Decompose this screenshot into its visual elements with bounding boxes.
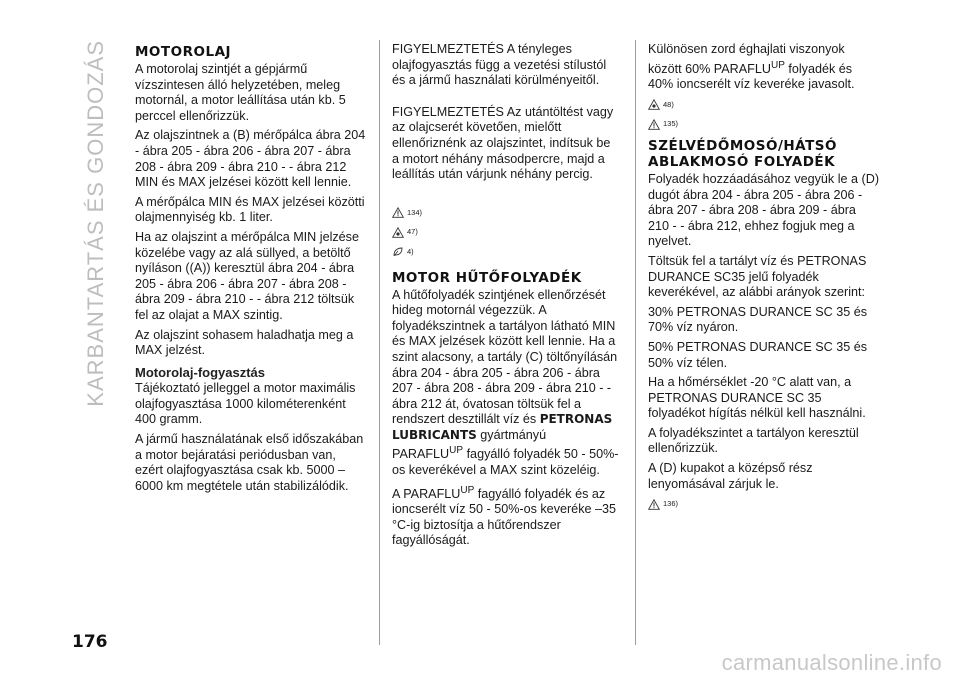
note-reference[interactable]: [392, 224, 620, 240]
antifreeze-text: fagyálló folyadék és az ioncserélt víz 50 - 50%-os keveréke –35 °C-ig biztosítja a hűtőrendszer fagyállóságát.: [392, 486, 617, 548]
chapter-title-text: KARBANTARTÁS ÉS GONDOZÁS: [83, 40, 108, 407]
paragraph: Ha az olajszint a mérőpálca MIN jelzése közelébe vagy az alá süllyed, a betöltő nyíláson ((A)) keresztül ábra 204 - ábra 205 - ábra 206 - ábra 207 - ábra 208 - ábra 209 - ábra 210 - - ábra 212 töltsük fel az olajat a MAX szintig.: [135, 229, 359, 322]
cold-climate-text-end: folyadék és 40% ioncserélt víz keveréke javasolt.: [648, 61, 855, 92]
warning-paragraph: FIGYELMEZTETÉS Az utántöltést vagy az olajcserét követően, mielőtt ellenőriznénk az olajszintet, indítsuk be a motort néhány másodpercre, majd a leállítás után várjunk néhány percig.: [392, 104, 614, 182]
paragraph: Az olajszintnek a (B) mérőpálca ábra 204 - ábra 205 - ábra 206 - ábra 207 - ábra 208 - ábra 209 - ábra 210 - - ábra 212 MIN és MAX jelzései között kell lennie.: [135, 128, 366, 190]
paragraph: A jármű használatának első időszakában a motor bejáratási periódusban van, ezért olajfogyasztása csak kb. 5000 – 6000 km megtétele után stabilizálódik.: [135, 432, 364, 493]
warning-triangle-icon: [648, 499, 660, 510]
paraflu-brand: PARAFLU: [392, 447, 450, 462]
warning-triangle-icon: [648, 119, 660, 130]
paragraph: 30% PETRONAS DURANCE SC 35 és 70% víz nyáron.: [648, 304, 868, 335]
note-reference[interactable]: [392, 244, 620, 260]
note-reference[interactable]: [648, 97, 880, 113]
column-1: [135, 44, 367, 498]
brand-petronas-lubricants: PETRONAS LUBRICANTS: [392, 412, 613, 442]
paragraph: A folyadékszintet a tartályon keresztül ellenőrizzük.: [648, 425, 859, 456]
paragraph: A motorolaj szintjét a gépjármű vízszintesen álló helyzetében, meleg motornál, a motor leállítása után kb. 5 perccel ellenőrizzük.: [135, 62, 346, 123]
note-number: 4): [407, 246, 414, 256]
paragraph: Töltsük fel a tartályt víz és PETRONAS DURANCE SC35 jelű folyadék keverékével, az alábbi arányok szerint:: [648, 253, 867, 300]
subheading-oil-consumption: Motorolaj-fogyasztás: [135, 364, 266, 380]
column-divider: [635, 40, 636, 645]
paragraph: Tájékoztató jelleggel a motor maximális olajfogyasztása 1000 kilométerenként 400 gramm.: [135, 381, 356, 427]
paraflu-up-superscript: UP: [449, 445, 464, 457]
watermark: carmanualsonline.info: [721, 650, 942, 675]
paragraph: A (D) kupakot a középső rész lenyomásával zárjuk le.: [648, 461, 813, 491]
coolant-text-tail: gyártmányú: [480, 427, 547, 442]
coolant-text: A hűtőfolyadék szintjének ellenőrzését hideg motornál végezzük. A folyadékszintnek a tartályon látható MIN és MAX jelzések között kell lennie. Ha a szint alacsony, a tartály (C) töltőnyílásán ábra 204 - ábra 205 - ábra 206 - ábra 207 - ábra 208 - ábra 209 - ábra 210 - - ábra 212 át, óvatosan töltsük fel a rendszert desztillált víz és: [392, 287, 618, 427]
page-number: 176: [72, 632, 108, 652]
paraflu-up-superscript: UP: [460, 484, 475, 496]
paragraph: Ha a hőmérséklet -20 °C alatt van, a PETRONAS DURANCE SC 35 folyadékot hígítás nélkül kell használni.: [648, 375, 866, 421]
note-number: 134): [407, 207, 423, 217]
paraflu-brand: A PARAFLU: [392, 486, 461, 501]
column-2: [392, 42, 620, 553]
environment-icon: [392, 246, 404, 257]
cold-climate-text: Különösen zord éghajlati viszonyok között 60% PARAFLU: [648, 42, 845, 76]
paragraph: 50% PETRONAS DURANCE SC 35 és 50% víz télen.: [648, 339, 868, 370]
note-reference[interactable]: [648, 496, 880, 512]
paraflu-up-superscript: UP: [770, 59, 785, 71]
info-triangle-icon: [648, 99, 660, 110]
paragraph: A mérőpálca MIN és MAX jelzései közötti olajmennyiség kb. 1 liter.: [135, 194, 365, 225]
section-heading-engine-oil: MOTOROLAJ: [135, 44, 232, 60]
note-number: 135): [663, 119, 679, 129]
note-number: 136): [663, 499, 679, 509]
warning-paragraph: FIGYELMEZTETÉS A tényleges olajfogyasztás függ a vezetési stílustól és a jármű használati körülményeitől.: [392, 42, 607, 88]
warning-triangle-icon: [392, 207, 404, 218]
section-heading-coolant: MOTOR HŰTŐFOLYADÉK: [392, 269, 582, 286]
note-reference[interactable]: [392, 205, 620, 221]
info-triangle-icon: [392, 227, 404, 238]
chapter-side-title: [84, 40, 108, 640]
paragraph: [392, 483, 620, 549]
paragraph: Folyadék hozzáadásához vegyük le a (D) dugót ábra 204 - ábra 205 - ábra 206 - ábra 207 - ábra 208 - ábra 209 - ábra 210 - - ábra 212, ehhez fogjuk meg a nyelvet.: [648, 171, 880, 249]
column-3: [648, 42, 880, 518]
note-number: 48): [663, 99, 674, 109]
column-divider: [379, 40, 380, 645]
coolant-text-end: fagyálló folyadék 50 - 50%-os keverékével a MAX szint közeléig.: [392, 447, 619, 478]
paragraph: [392, 288, 620, 479]
note-reference[interactable]: [648, 116, 880, 132]
section-heading-washer-fluid: SZÉLVÉDŐMOSÓ/HÁTSÓ ABLAKMOSÓ FOLYADÉK: [648, 137, 837, 170]
paragraph: Az olajszint sohasem haladhatja meg a MAX jelzést.: [135, 327, 354, 358]
note-number: 47): [407, 227, 418, 237]
paragraph: [648, 42, 880, 93]
